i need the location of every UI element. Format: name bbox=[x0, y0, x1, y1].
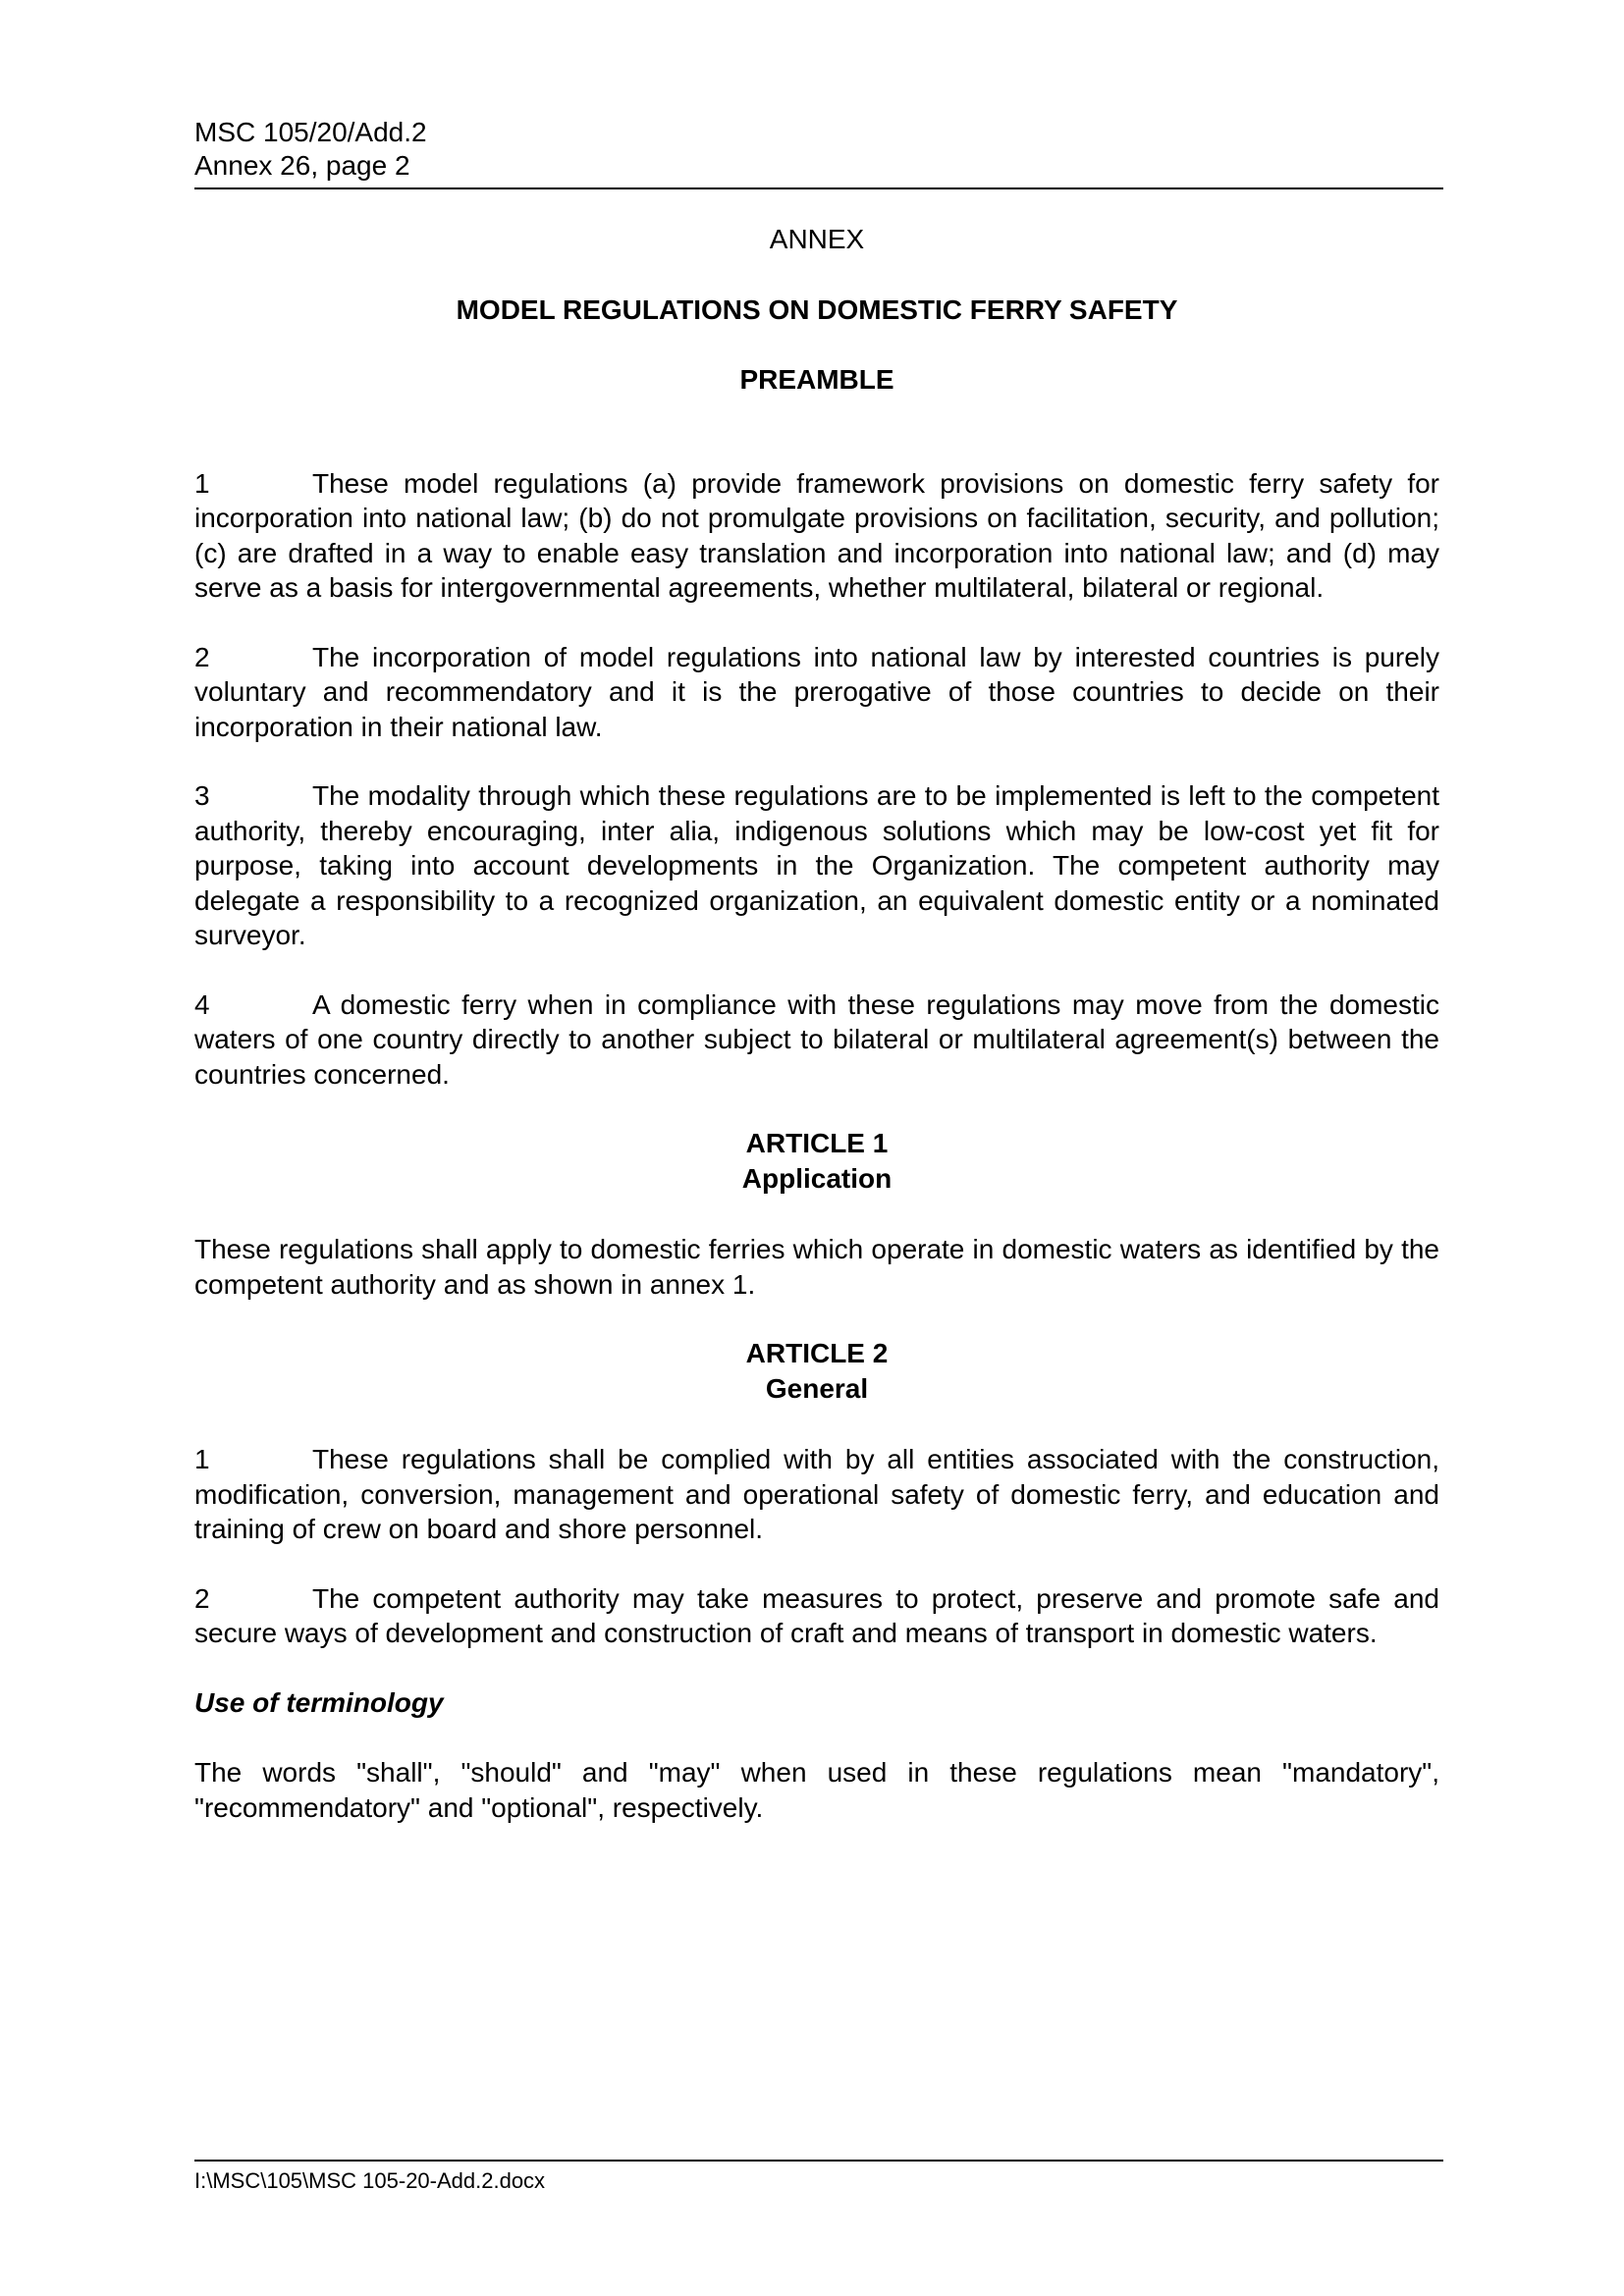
terminology-heading: Use of terminology bbox=[194, 1686, 444, 1718]
paragraph-text: The competent authority may take measures to protect, preserve and promote safe and secure ways of development and construction of craft and means of transport in domestic waters. bbox=[194, 1582, 1439, 1648]
article-number: ARTICLE 2 bbox=[745, 1338, 889, 1368]
paragraph-number: 3 bbox=[194, 780, 210, 811]
article-number: ARTICLE 1 bbox=[745, 1128, 889, 1158]
paragraph-text: A domestic ferry when in compliance with these regulations may move from the domestic waters of one country directly to another subject to bilateral or multilateral agreement(s) between the countries concerned. bbox=[194, 988, 1439, 1090]
terminology-text: The words "shall", "should" and "may" when used in these regulations mean "mandatory", "recommendatory" and "optional", respectively. bbox=[194, 1757, 1439, 1823]
paragraph-number: 1 bbox=[194, 467, 210, 499]
paragraph-number: 4 bbox=[194, 988, 210, 1020]
article-2-paragraph-1 bbox=[194, 1442, 1439, 1547]
preamble-paragraph-3 bbox=[194, 778, 1439, 953]
paragraph-number: 2 bbox=[194, 1582, 210, 1614]
article-name: General bbox=[765, 1373, 869, 1404]
article-1-heading bbox=[194, 1126, 1439, 1197]
paragraph-number: 2 bbox=[194, 641, 210, 672]
article-2-heading bbox=[194, 1336, 1439, 1407]
preamble-paragraph-2 bbox=[194, 640, 1439, 745]
document-body bbox=[194, 222, 1439, 1859]
article-1-text: These regulations shall apply to domestic ferries which operate in domestic waters as identified by the competent authority and as shown in annex 1. bbox=[194, 1234, 1439, 1300]
footer-divider bbox=[194, 2160, 1443, 2162]
document-title: MODEL REGULATIONS ON DOMESTIC FERRY SAFETY bbox=[456, 294, 1178, 325]
paragraph-text: The modality through which these regulations are to be implemented is left to the competent authority, thereby encouraging, inter alia, indigenous solutions which may be low-cost yet fit for purpose, taking into account developments in the Organization. The competent authority may delegate a responsibility to a recognized organization, an equivalent domestic entity or a nominated surveyor. bbox=[194, 780, 1439, 950]
document-reference: MSC 105/20/Add.2 bbox=[194, 117, 427, 147]
paragraph-text: These model regulations (a) provide framework provisions on domestic ferry safety for incorporation into national law; (b) do not promulgate provisions on facilitation, security, and pollution; (c) are drafted in a way to enable easy translation and incorporation into national law; and (d) may serve as a basis for intergovernmental agreements, whether multilateral, bilateral or regional. bbox=[194, 467, 1439, 603]
paragraph-text: The incorporation of model regulations into national law by interested countries is purely voluntary and recommendatory and it is the prerogative of those countries to decide on their incorporation in their national law. bbox=[194, 641, 1439, 742]
preamble-paragraph-4 bbox=[194, 988, 1439, 1093]
footer-file-path: I:\MSC\105\MSC 105-20-Add.2.docx bbox=[194, 2168, 546, 2193]
preamble-paragraph-1 bbox=[194, 466, 1439, 606]
header-divider bbox=[194, 187, 1443, 189]
article-name: Application bbox=[741, 1163, 893, 1194]
annex-label: ANNEX bbox=[769, 224, 865, 254]
page-reference: Annex 26, page 2 bbox=[194, 150, 410, 181]
paragraph-text: These regulations shall be complied with by all entities associated with the construction, modification, conversion, management and operational safety of domestic ferry, and education and training of crew on board and shore personnel. bbox=[194, 1444, 1439, 1544]
article-2-paragraph-2 bbox=[194, 1581, 1439, 1651]
page-header bbox=[194, 116, 1443, 183]
preamble-heading: PREAMBLE bbox=[739, 364, 894, 395]
paragraph-number: 1 bbox=[194, 1444, 210, 1474]
